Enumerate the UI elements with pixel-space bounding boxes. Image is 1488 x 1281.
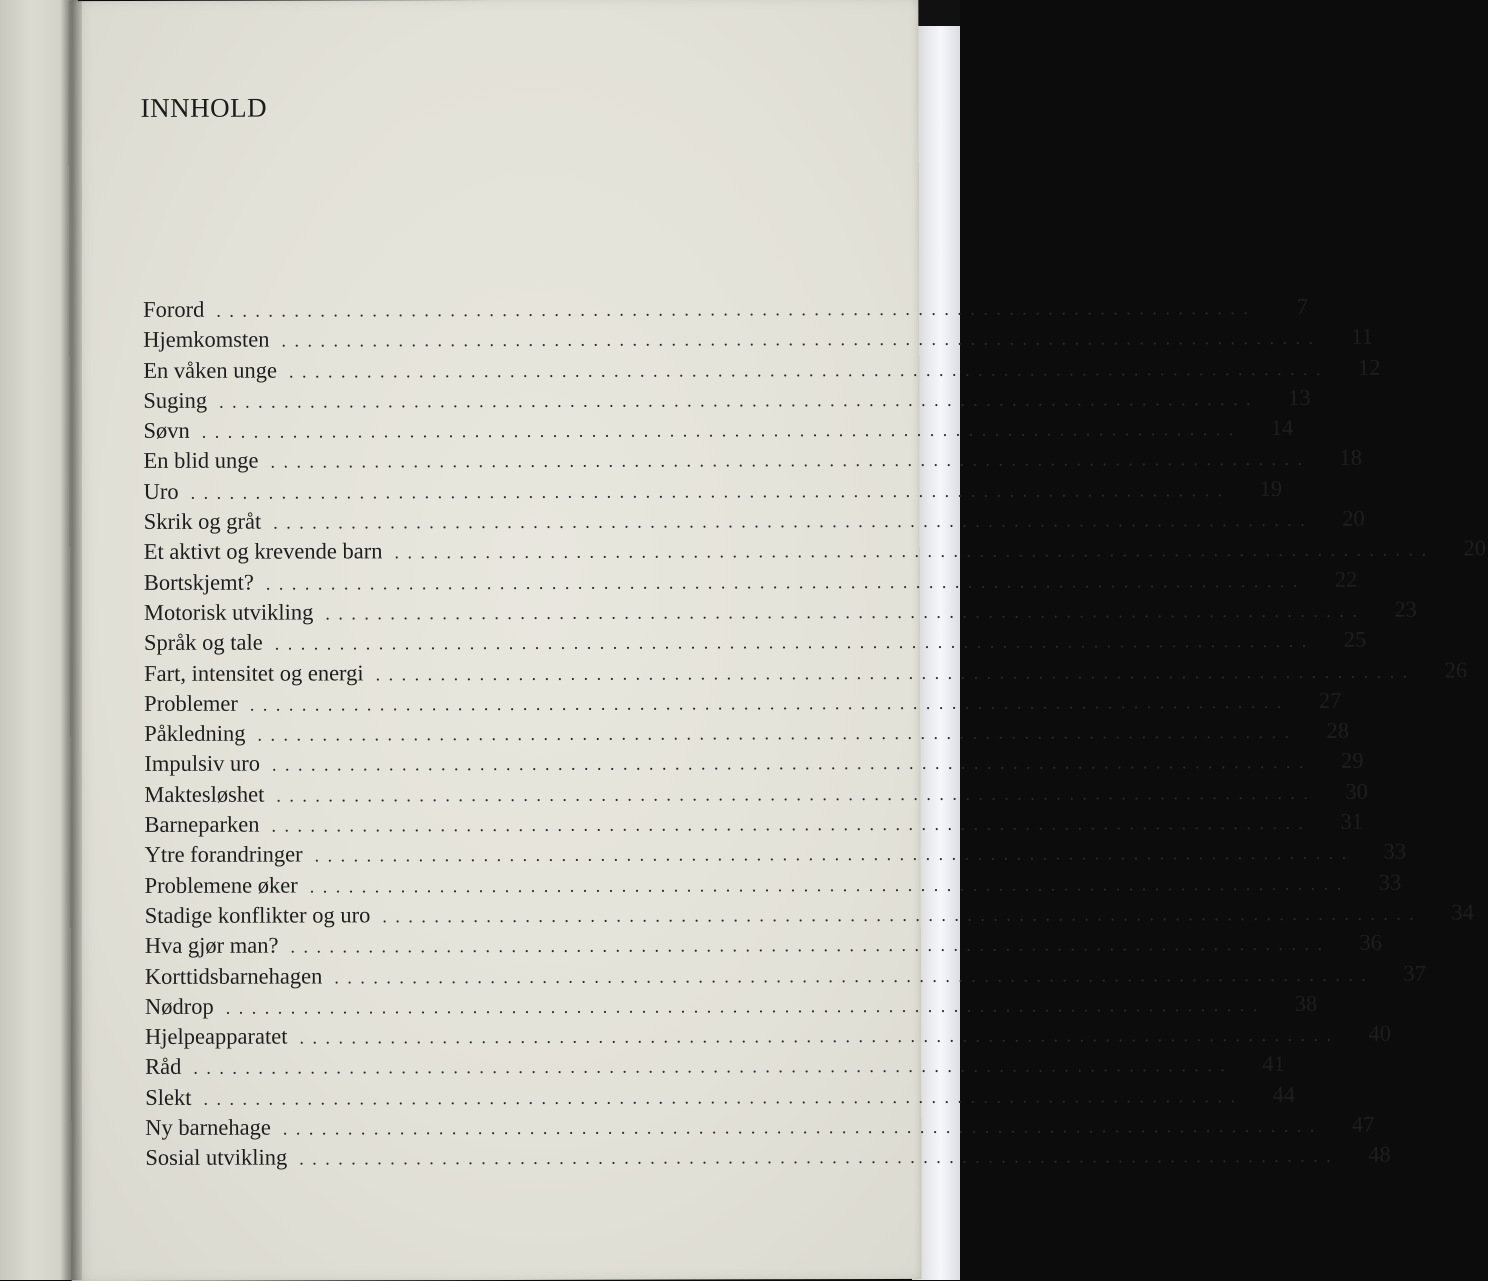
toc-entry-page-number: 31 — [1340, 808, 1363, 834]
toc-entry-title: En blid unge — [143, 448, 259, 474]
toc-entry-title: Sosial utvikling — [145, 1144, 288, 1171]
toc-entry — [143, 293, 1308, 327]
toc-entry — [143, 354, 1381, 388]
toc-entry-page-number: 12 — [1357, 354, 1381, 380]
toc-entry — [143, 475, 1283, 509]
toc-entry — [145, 1051, 1285, 1085]
toc-entry-page-number: 36 — [1359, 929, 1383, 955]
toc-entry-page-number: 37 — [1403, 960, 1426, 986]
page-title: INNHOLD — [140, 92, 268, 123]
toc-entry-page-number: 18 — [1339, 445, 1363, 471]
toc-dot-leader: . . . . . . . . . . . . . . . . . . . . . . . . . . . . . . . . . . . . . . . . . . . . . . . . . . . . . . . . . . . . . . . . . . . . . . . . . . . . . . . . — [299, 1146, 1333, 1169]
toc-dot-leader: . . . . . . . . . . . . . . . . . . . . . . . . . . . . . . . . . . . . . . . . . . . . . . . . . . . . . . . . . . . . . . . . . . . . . . . . . . . . . . . . — [265, 570, 1300, 594]
toc-dot-leader: . . . . . . . . . . . . . . . . . . . . . . . . . . . . . . . . . . . . . . . . . . . . . . . . . . . . . . . . . . . . . . . . . . . . . . . . . . . . . . . . — [216, 298, 1250, 321]
toc-entry-page-number: 22 — [1334, 566, 1358, 592]
toc-entry-page-number: 41 — [1262, 1051, 1285, 1077]
toc-entry-page-number: 27 — [1318, 687, 1342, 713]
book-page — [68, 0, 1486, 1281]
toc-entry-page-number: 26 — [1444, 657, 1468, 683]
toc-entry-title: Barneparken — [144, 811, 260, 837]
toc-entry-title: Råd — [145, 1054, 182, 1080]
toc-dot-leader: . . . . . . . . . . . . . . . . . . . . . . . . . . . . . . . . . . . . . . . . . . . . . . . . . . . . . . . . . . . . . . . . . . . . . . . . . . . . . . . . — [271, 812, 1305, 836]
toc-dot-leader: . . . . . . . . . . . . . . . . . . . . . . . . . . . . . . . . . . . . . . . . . . . . . . . . . . . . . . . . . . . . . . . . . . . . . . . . . . . . . . . . — [193, 1055, 1227, 1079]
toc-entry-title: Hjemkomsten — [143, 326, 270, 353]
toc-entry-page-number: 33 — [1383, 838, 1407, 865]
toc-entry-page-number: 23 — [1394, 596, 1417, 622]
toc-dot-leader: . . . . . . . . . . . . . . . . . . . . . . . . . . . . . . . . . . . . . . . . . . . . . . . . . . . . . . . . . . . . . . . . . . . . . . . . . . . . . . . . — [281, 328, 1315, 351]
toc-entry — [145, 1020, 1391, 1054]
toc-entry-page-number: 19 — [1259, 475, 1283, 501]
toc-entry — [143, 596, 1417, 630]
toc-entry-page-number: 11 — [1351, 323, 1373, 350]
toc-entry — [143, 445, 1363, 479]
toc-entry-title: Søvn — [143, 417, 190, 444]
toc-dot-leader: . . . . . . . . . . . . . . . . . . . . . . . . . . . . . . . . . . . . . . . . . . . . . . . . . . . . . . . . . . . . . . . . . . . . . . . . . . . . . . . . — [375, 661, 1410, 684]
toc-entry-page-number: 29 — [1340, 748, 1364, 774]
toc-dot-leader: . . . . . . . . . . . . . . . . . . . . . . . . . . . . . . . . . . . . . . . . . . . . . . . . . . . . . . . . . . . . . . . . . . . . . . . . . . . . . . . . — [225, 994, 1260, 1018]
toc-entry — [144, 929, 1383, 963]
toc-dot-leader: . . . . . . . . . . . . . . . . . . . . . . . . . . . . . . . . . . . . . . . . . . . . . . . . . . . . . . . . . . . . . . . . . . . . . . . . . . . . . . . . — [270, 449, 1305, 473]
toc-entry-page-number: 30 — [1345, 778, 1368, 804]
toc-entry-page-number: 28 — [1326, 717, 1350, 743]
toc-entry-page-number: 47 — [1351, 1111, 1375, 1137]
toc-dot-leader: . . . . . . . . . . . . . . . . . . . . . . . . . . . . . . . . . . . . . . . . . . . . . . . . . . . . . . . . . . . . . . . . . . . . . . . . . . . . . . . . — [271, 752, 1306, 776]
toc-entry-page-number: 20 — [1342, 505, 1365, 531]
toc-entry-title: Impulsiv uro — [144, 751, 260, 777]
toc-dot-leader: . . . . . . . . . . . . . . . . . . . . . . . . . . . . . . . . . . . . . . . . . . . . . . . . . . . . . . . . . . . . . . . . . . . . . . . . . . . . . . . . — [190, 479, 1225, 503]
toc-dot-leader: . . . . . . . . . . . . . . . . . . . . . . . . . . . . . . . . . . . . . . . . . . . . . . . . . . . . . . . . . . . . . . . . . . . . . . . . . . . . . . . . — [334, 964, 1368, 987]
toc-entry — [143, 535, 1486, 570]
toc-dot-leader: . . . . . . . . . . . . . . . . . . . . . . . . . . . . . . . . . . . . . . . . . . . . . . . . . . . . . . . . . . . . . . . . . . . . . . . . . . . . . . . . — [257, 722, 1292, 745]
toc-dot-leader: . . . . . . . . . . . . . . . . . . . . . . . . . . . . . . . . . . . . . . . . . . . . . . . . . . . . . . . . . . . . . . . . . . . . . . . . . . . . . . . . — [273, 509, 1307, 533]
toc-entry-title: Skrik og gråt — [143, 508, 262, 534]
toc-entry-title: Fart, intensitet og energi — [144, 659, 364, 686]
toc-entry — [144, 808, 1363, 842]
toc-entry-title: Hva gjør man? — [144, 932, 279, 959]
toc-entry — [144, 778, 1368, 812]
toc-dot-leader: . . . . . . . . . . . . . . . . . . . . . . . . . . . . . . . . . . . . . . . . . . . . . . . . . . . . . . . . . . . . . . . . . . . . . . . . . . . . . . . . — [274, 631, 1309, 654]
toc-entry — [144, 869, 1402, 903]
toc-dot-leader: . . . . . . . . . . . . . . . . . . . . . . . . . . . . . . . . . . . . . . . . . . . . . . . . . . . . . . . . . . . . . . . . . . . . . . . . . . . . . . . . — [201, 419, 1236, 442]
toc-entry — [143, 566, 1358, 600]
toc-entry — [144, 990, 1318, 1024]
toc-entry-page-number: 48 — [1368, 1141, 1391, 1168]
toc-dot-leader: . . . . . . . . . . . . . . . . . . . . . . . . . . . . . . . . . . . . . . . . . . . . . . . . . . . . . . . . . . . . . . . . . . . . . . . . . . . . . . . . — [249, 691, 1284, 715]
toc-dot-leader: . . . . . . . . . . . . . . . . . . . . . . . . . . . . . . . . . . . . . . . . . . . . . . . . . . . . . . . . . . . . . . . . . . . . . . . . . . . . . . . . — [282, 1115, 1317, 1139]
toc-dot-leader: . . . . . . . . . . . . . . . . . . . . . . . . . . . . . . . . . . . . . . . . . . . . . . . . . . . . . . . . . . . . . . . . . . . . . . . . . . . . . . . . — [394, 539, 1428, 563]
toc-entry — [145, 1081, 1295, 1115]
toc-entry — [144, 899, 1474, 933]
toc-dot-leader: . . . . . . . . . . . . . . . . . . . . . . . . . . . . . . . . . . . . . . . . . . . . . . . . . . . . . . . . . . . . . . . . . . . . . . . . . . . . . . . . — [203, 1085, 1237, 1109]
table-of-contents — [143, 293, 1486, 1175]
toc-entry — [144, 748, 1364, 782]
toc-entry-title: En våken unge — [143, 357, 278, 383]
gutter-shadow — [60, 0, 82, 1280]
toc-entry — [143, 384, 1311, 418]
toc-dot-leader: . . . . . . . . . . . . . . . . . . . . . . . . . . . . . . . . . . . . . . . . . . . . . . . . . . . . . . . . . . . . . . . . . . . . . . . . . . . . . . . . — [219, 388, 1253, 412]
toc-entry-page-number: 44 — [1272, 1081, 1295, 1107]
toc-entry-page-number: 38 — [1294, 990, 1318, 1016]
toc-entry-title: Et aktivt og krevende barn — [143, 538, 383, 565]
toc-entry-page-number: 33 — [1378, 869, 1402, 895]
toc-entry-title: Påkledning — [144, 720, 246, 747]
toc-dot-leader: . . . . . . . . . . . . . . . . . . . . . . . . . . . . . . . . . . . . . . . . . . . . . . . . . . . . . . . . . . . . . . . . . . . . . . . . . . . . . . . . — [309, 873, 1344, 897]
toc-dot-leader: . . . . . . . . . . . . . . . . . . . . . . . . . . . . . . . . . . . . . . . . . . . . . . . . . . . . . . . . . . . . . . . . . . . . . . . . . . . . . . . . — [299, 1024, 1333, 1048]
toc-dot-leader: . . . . . . . . . . . . . . . . . . . . . . . . . . . . . . . . . . . . . . . . . . . . . . . . . . . . . . . . . . . . . . . . . . . . . . . . . . . . . . . . — [290, 934, 1325, 957]
toc-entry-page-number: 13 — [1288, 384, 1311, 410]
toc-dot-leader: . . . . . . . . . . . . . . . . . . . . . . . . . . . . . . . . . . . . . . . . . . . . . . . . . . . . . . . . . . . . . . . . . . . . . . . . . . . . . . . . — [325, 600, 1359, 624]
toc-entry-page-number: 34 — [1451, 899, 1474, 925]
toc-entry — [145, 1111, 1375, 1145]
toc-entry-title: Bortskjemt? — [143, 569, 254, 595]
toc-entry — [145, 1141, 1391, 1176]
toc-entry-title: Ny barnehage — [145, 1114, 271, 1140]
background-corner — [912, 0, 960, 26]
toc-dot-leader: . . . . . . . . . . . . . . . . . . . . . . . . . . . . . . . . . . . . . . . . . . . . . . . . . . . . . . . . . . . . . . . . . . . . . . . . . . . . . . . . — [288, 358, 1323, 382]
toc-entry — [143, 505, 1365, 539]
toc-dot-leader: . . . . . . . . . . . . . . . . . . . . . . . . . . . . . . . . . . . . . . . . . . . . . . . . . . . . . . . . . . . . . . . . . . . . . . . . . . . . . . . . — [276, 782, 1310, 806]
toc-entry-title: Uro — [143, 478, 179, 504]
toc-entry-title: Problemene øker — [144, 872, 298, 898]
toc-entry — [144, 687, 1342, 721]
toc-entry-title: Problemer — [144, 690, 238, 716]
toc-entry-title: Forord — [143, 296, 205, 322]
toc-entry-title: Hjelpeapparatet — [145, 1023, 288, 1050]
toc-dot-leader: . . . . . . . . . . . . . . . . . . . . . . . . . . . . . . . . . . . . . . . . . . . . . . . . . . . . . . . . . . . . . . . . . . . . . . . . . . . . . . . . — [314, 843, 1349, 866]
toc-entry-page-number: 14 — [1270, 415, 1294, 441]
toc-entry — [143, 626, 1367, 660]
toc-entry-title: Slekt — [145, 1084, 192, 1110]
toc-entry-title: Suging — [143, 387, 208, 413]
toc-entry — [143, 415, 1294, 448]
toc-entry — [144, 838, 1407, 873]
toc-entry-title: Ytre forandringer — [144, 841, 303, 868]
toc-entry-page-number: 20 — [1463, 535, 1486, 561]
toc-entry-title: Maktesløshet — [144, 781, 265, 807]
toc-dot-leader: . . . . . . . . . . . . . . . . . . . . . . . . . . . . . . . . . . . . . . . . . . . . . . . . . . . . . . . . . . . . . . . . . . . . . . . . . . . . . . . . — [382, 903, 1416, 927]
toc-entry — [144, 657, 1468, 691]
toc-entry — [143, 323, 1373, 358]
toc-entry-title: Motorisk utvikling — [143, 599, 314, 625]
toc-entry-title: Korttidsbarnehagen — [144, 962, 323, 989]
toc-entry-title: Stadige konflikter og uro — [144, 902, 371, 928]
toc-entry-title: Språk og tale — [143, 629, 263, 656]
toc-entry — [144, 717, 1350, 751]
toc-entry-title: Nødrop — [144, 993, 214, 1019]
toc-entry-page-number: 40 — [1368, 1020, 1391, 1046]
toc-entry-page-number: 25 — [1343, 626, 1367, 653]
toc-entry — [144, 960, 1426, 994]
toc-entry-page-number: 7 — [1296, 293, 1308, 319]
